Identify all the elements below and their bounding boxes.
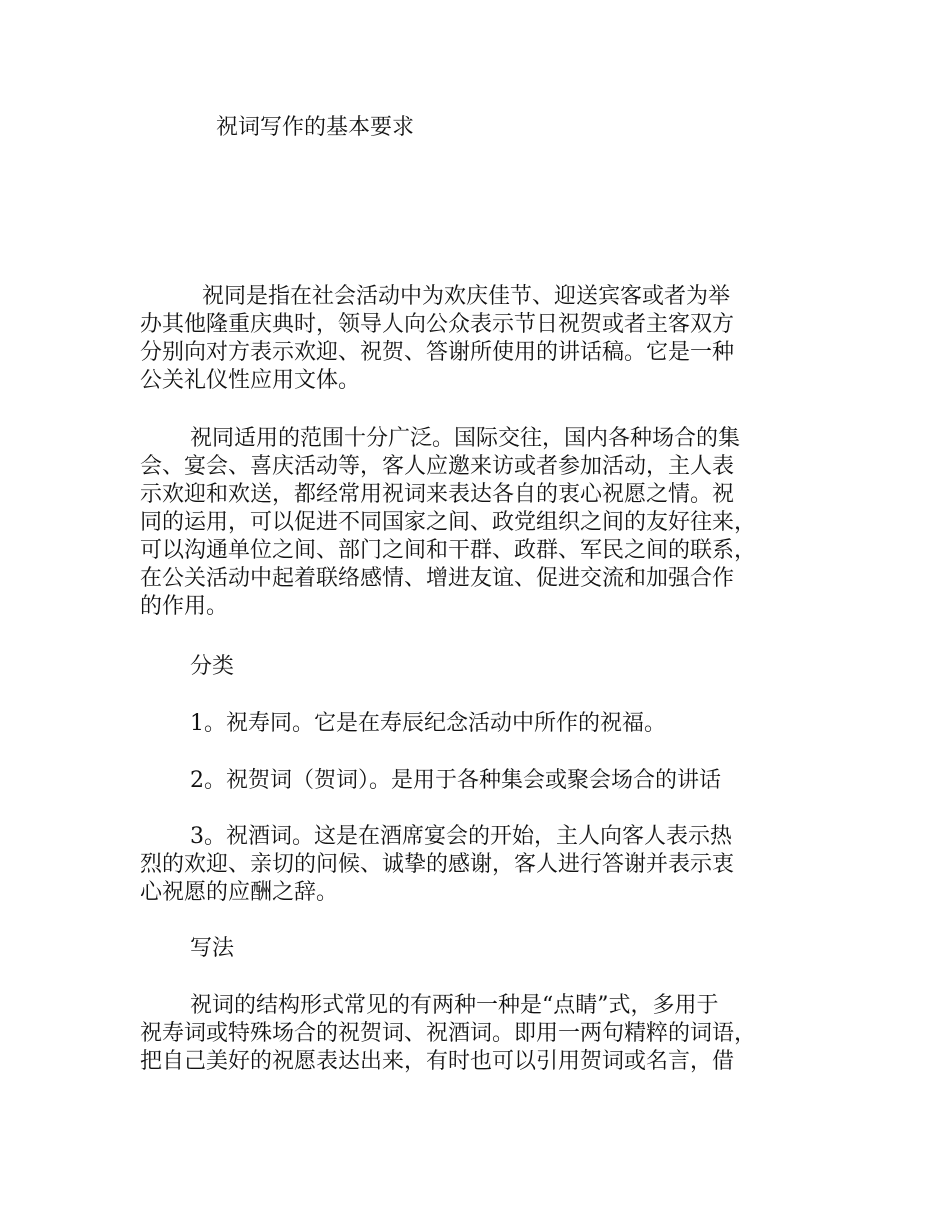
list-item-birthday bbox=[140, 710, 840, 738]
paragraph-line: 祝同是指在社会活动中为欢庆佳节、迎送宾客或者为举 bbox=[202, 284, 731, 309]
paragraph-line: 示欢迎和欢送，都经常用祝词来表达各自的衷心祝愿之情。祝 bbox=[140, 482, 735, 507]
paragraph-line: 祝词的结构形式常见的有两种一种是“点睛”式，多用于 bbox=[190, 993, 719, 1018]
list-item-toast bbox=[140, 823, 840, 907]
list-item-text: 烈的欢迎、亲切的问候、诚挚的感谢，客人进行答谢并表示衷 bbox=[140, 852, 735, 877]
section-heading-classification bbox=[140, 653, 840, 681]
section-heading-writing bbox=[140, 935, 840, 963]
section-heading: 分类 bbox=[190, 654, 235, 679]
paragraph-line: 祝寿词或特殊场合的祝贺词、祝酒词。即用一两句精粹的词语， bbox=[140, 1021, 757, 1046]
paragraph-definition bbox=[140, 283, 840, 395]
paragraph-line: 分别向对方表示欢迎、祝贺、答谢所使用的讲话稿。它是一种 bbox=[140, 340, 735, 365]
list-item-text: 心祝愿的应酬之辞。 bbox=[140, 880, 339, 905]
paragraph-line: 公关礼仪性应用文体。 bbox=[140, 368, 361, 393]
paragraph-line: 祝同适用的范围十分广泛。国际交往，国内各种场合的集 bbox=[190, 426, 741, 451]
list-item-text: 3。祝酒词。这是在酒席宴会的开始，主人向客人表示热 bbox=[190, 824, 732, 849]
paragraph-line: 在公关活动中起着联络感情、增进友谊、促进交流和加强合作 bbox=[140, 566, 735, 591]
list-item-congratulation bbox=[140, 767, 840, 795]
paragraph-scope bbox=[140, 425, 840, 621]
paragraph-line: 可以沟通单位之间、部门之间和干群、政群、军民之间的联系， bbox=[140, 538, 757, 563]
paragraph-line: 把自己美好的祝愿表达出来，有时也可以引用贺词或名言，借 bbox=[140, 1049, 735, 1074]
list-item-text: 2。祝贺词（贺词）。是用于各种集会或聚会场合的讲话 bbox=[190, 768, 721, 793]
paragraph-line: 办其他隆重庆典时，领导人向公众表示节日祝贺或者主客双方 bbox=[140, 312, 735, 337]
paragraph-line: 的作用。 bbox=[140, 594, 229, 619]
section-heading: 写法 bbox=[190, 936, 235, 961]
paragraph-line: 会、宴会、喜庆活动等，客人应邀来访或者参加活动，主人表 bbox=[140, 454, 735, 479]
list-item-text: 1。祝寿同。它是在寿辰纪念活动中所作的祝福。 bbox=[190, 711, 666, 736]
paragraph-structure bbox=[140, 992, 840, 1076]
paragraph-line: 同的运用，可以促进不同国家之间、政党组织之间的友好往来， bbox=[140, 510, 757, 535]
document-title: 祝词写作的基本要求 bbox=[216, 115, 415, 140]
